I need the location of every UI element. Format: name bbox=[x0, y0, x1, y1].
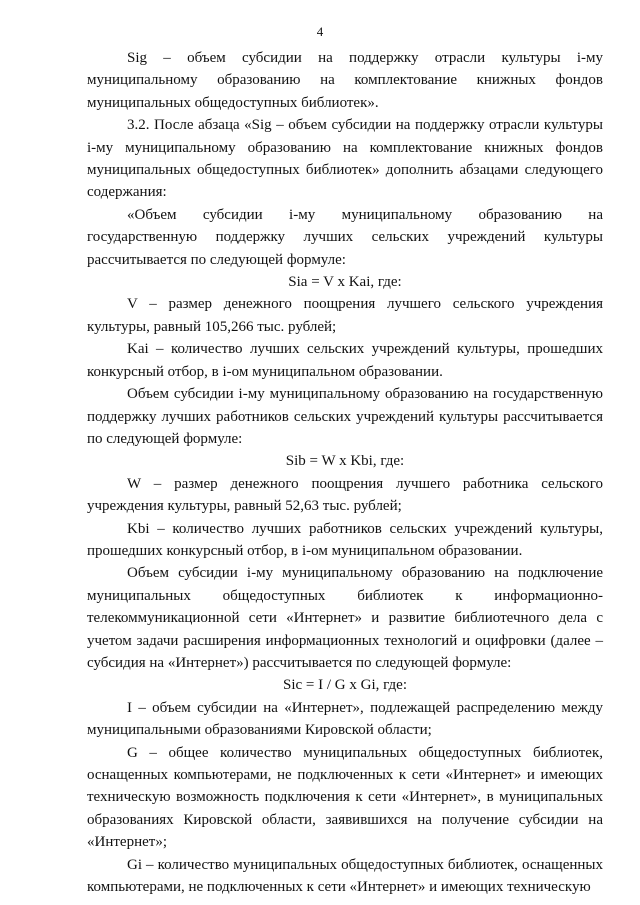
paragraph-g-definition: G – общее количество муниципальных общедоступных библиотек, оснащенных компьютерами, не подключенных к сети «Интернет» и имеющих техническую возможность подключения к сети «Интернет», в муниципальных образованиях Кировской области, заявившихся на получение субсидии на «Интернет»; bbox=[87, 744, 603, 851]
paragraph-kbi-definition: Kbi – количество лучших работников сельских учреждений культуры, прошедших конкурсный отбор, в i-ом муниципальном образовании. bbox=[87, 520, 603, 559]
paragraph-rural-workers-intro: Объем субсидии i-му муниципальному образованию на государственную поддержку лучших работников сельских учреждений культуры рассчитывается по следующей формуле: bbox=[87, 386, 603, 447]
formula-sic: Sic = I / G x Gi, где: bbox=[283, 677, 407, 694]
paragraph-w-definition: W – размер денежного поощрения лучшего работника сельского учреждения культуры, равный 52,63 тыс. рублей; bbox=[87, 475, 603, 515]
paragraph-rural-institutions-intro: «Объем субсидии i-му муниципальному образованию на государственную поддержку лучших сельских учреждений культуры рассчитывается по следующей формуле: bbox=[87, 206, 603, 268]
paragraph-3-2-amendment: 3.2. После абзаца «Sig – объем субсидии на поддержку отрасли культуры i-му муниципальному образованию на комплектование книжных фондов муниципальных общедоступных библиотек» дополнить абзацами следующего содержания: bbox=[87, 117, 603, 201]
document-body bbox=[87, 47, 603, 898]
paragraph-sig-definition: Sig – объем субсидии на поддержку отрасли культуры i-му муниципальному образованию на комплектование книжных фондов муниципальных общедоступных библиотек». bbox=[87, 50, 603, 111]
paragraph-i-definition: I – объем субсидии на «Интернет», подлежащей распределению между муниципальными образованиями Кировской области; bbox=[87, 699, 603, 739]
paragraph-internet-intro: Объем субсидии i-му муниципальному образованию на подключение муниципальных общедоступных библиотек к информационно-телекоммуникационной сети «Интернет» и развитие библиотечного дела с учетом задачи расширения информационных технологий и оцифровки (далее – субсидия на «Интернет») рассчитывается по следующей формуле: bbox=[87, 565, 603, 671]
formula-sia: Sia = V x Kai, где: bbox=[288, 274, 402, 291]
paragraph-v-definition: V – размер денежного поощрения лучшего сельского учреждения культуры, равный 105,266 тыс. рублей; bbox=[87, 296, 603, 335]
paragraph-gi-definition: Gi – количество муниципальных общедоступных библиотек, оснащенных компьютерами, не подключенных к сети «Интернет» и имеющих техническую bbox=[87, 856, 603, 896]
paragraph-kai-definition: Kai – количество лучших сельских учреждений культуры, прошедших конкурсный отбор, в i-ом муниципальном образовании. bbox=[87, 341, 603, 380]
formula-sib: Sib = W x Kbi, где: bbox=[285, 453, 405, 470]
page-number: 4 bbox=[316, 24, 324, 39]
